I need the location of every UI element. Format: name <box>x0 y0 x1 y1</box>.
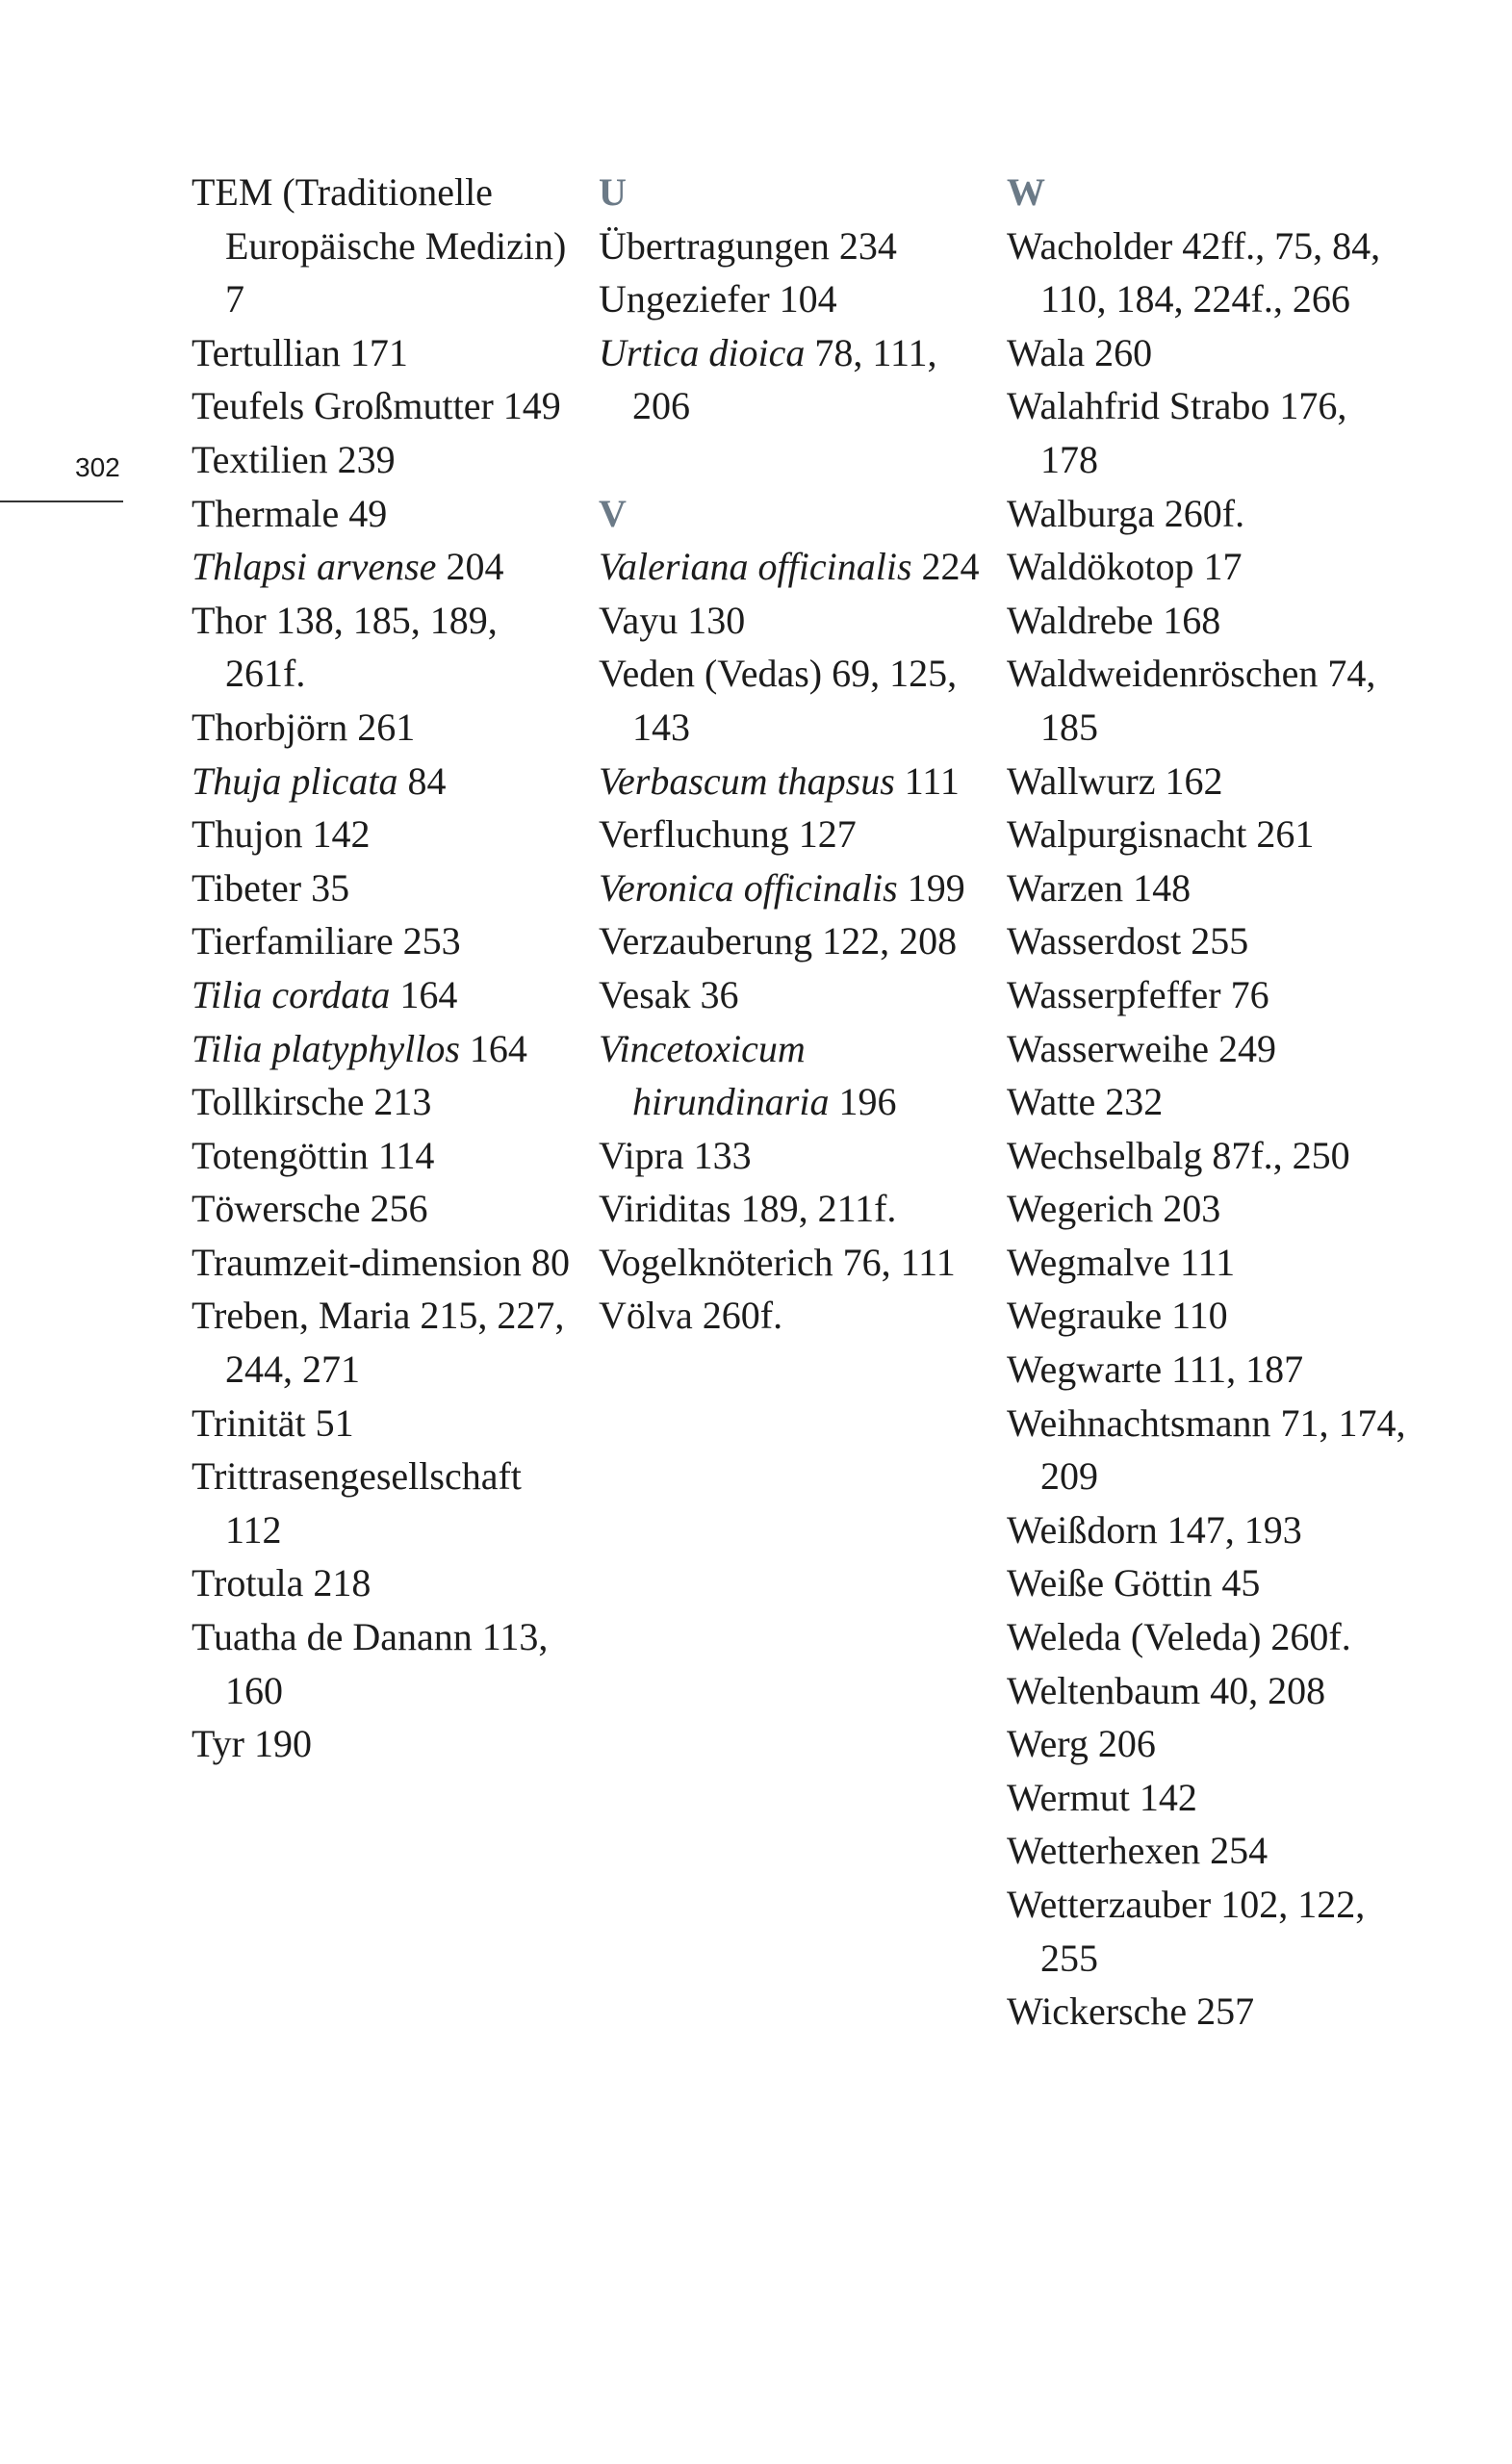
index-term: Thujon <box>192 812 303 857</box>
index-term: Tilia platyphyllos <box>192 1026 460 1070</box>
index-entry <box>1007 1343 1411 1397</box>
index-pages: 111 <box>1170 1240 1236 1284</box>
index-term: Weleda (Veleda) <box>1007 1615 1262 1659</box>
index-pages: 80 <box>521 1240 570 1284</box>
index-entry <box>1007 1022 1411 1076</box>
index-pages: 256 <box>360 1187 428 1231</box>
index-pages: 204 <box>436 545 504 589</box>
index-pages: 196 <box>829 1080 897 1124</box>
index-term: Wickersche <box>1007 1989 1188 2034</box>
index-term: Wegrauke <box>1007 1294 1163 1338</box>
index-entry <box>1007 1129 1411 1183</box>
index-entry <box>1007 647 1411 754</box>
index-pages: 17 <box>1193 545 1243 589</box>
index-term: Tertullian <box>192 330 341 374</box>
index-term: Watte <box>1007 1080 1096 1124</box>
index-entry <box>192 1717 586 1771</box>
index-term: Wegwarte <box>1007 1348 1163 1392</box>
index-entry <box>1007 1771 1411 1825</box>
index-term: Werg <box>1007 1722 1089 1766</box>
index-entry <box>1007 861 1411 915</box>
index-pages: 239 <box>327 437 396 481</box>
index-entry <box>1007 1878 1411 1985</box>
index-term: Wala <box>1007 330 1086 374</box>
index-entry <box>192 1556 586 1610</box>
index-pages: 45 <box>1212 1561 1261 1605</box>
index-entry <box>192 379 586 433</box>
index-entry <box>599 326 993 433</box>
index-term: Teufels Großmutter <box>192 384 494 428</box>
index-pages: 76 <box>1220 972 1269 1016</box>
index-pages: 35 <box>301 865 350 910</box>
index-pages: 206 <box>1088 1722 1156 1766</box>
index-pages: 260f. <box>1261 1615 1351 1659</box>
index-term: Vayu <box>599 598 679 642</box>
index-term: Valeriana officinalis <box>599 545 912 589</box>
index-pages: 112 <box>225 1507 282 1552</box>
index-pages: 69, 125, 143 <box>632 652 958 749</box>
index-term: Waldökotop <box>1007 545 1194 589</box>
index-entry <box>192 1129 586 1183</box>
index-entry <box>1007 755 1411 808</box>
index-entry <box>599 272 993 326</box>
index-entry <box>192 487 586 541</box>
index-pages: 147, 193 <box>1157 1507 1302 1552</box>
index-entry <box>599 1022 993 1129</box>
index-entry <box>192 861 586 915</box>
index-pages: 36 <box>690 972 739 1016</box>
index-term: Thermale <box>192 491 340 535</box>
index-term: Wasserdost <box>1007 919 1182 963</box>
index-term: Wegmalve <box>1007 1240 1171 1284</box>
index-column-3 <box>1007 166 1411 2039</box>
index-term: Verzauberung <box>599 919 813 963</box>
index-pages: 232 <box>1095 1080 1164 1124</box>
index-entry <box>192 701 586 755</box>
index-entry <box>599 540 993 594</box>
index-term: Tilia cordata <box>192 972 391 1016</box>
index-pages: 111 <box>894 758 960 803</box>
index-entry <box>192 808 586 861</box>
index-pages: 255 <box>1181 919 1249 963</box>
index-pages: 168 <box>1153 598 1221 642</box>
index-term: Totengöttin <box>192 1133 369 1177</box>
index-pages: 199 <box>897 865 965 910</box>
index-term: Verbascum thapsus <box>599 758 895 803</box>
index-pages: 218 <box>303 1561 372 1605</box>
index-entry <box>599 968 993 1022</box>
index-pages: 164 <box>459 1026 527 1070</box>
index-pages: 51 <box>305 1400 354 1445</box>
index-pages: 130 <box>678 598 746 642</box>
index-pages: 113, 160 <box>225 1615 549 1712</box>
index-entry <box>192 914 586 968</box>
index-term: Walahfrid Strabo <box>1007 384 1270 428</box>
index-term: Thorbjörn <box>192 705 348 749</box>
index-term: Völva <box>599 1294 693 1338</box>
index-entry <box>1007 1985 1411 2039</box>
index-pages: 189, 211f. <box>730 1187 897 1231</box>
index-pages: 260f. <box>692 1294 783 1338</box>
index-term: Treben, Maria <box>192 1294 411 1338</box>
index-pages: 149 <box>493 384 561 428</box>
index-pages: 138, 185, 189, 261f. <box>225 598 498 696</box>
index-entry <box>1007 326 1411 380</box>
index-pages: 142 <box>1129 1775 1197 1819</box>
index-term: Waldweidenröschen <box>1007 652 1319 696</box>
index-term: Weltenbaum <box>1007 1668 1201 1712</box>
index-entry <box>192 755 586 808</box>
index-term: Vipra <box>599 1133 684 1177</box>
index-term: Trinität <box>192 1400 306 1445</box>
index-pages: 78, 111, 206 <box>632 330 937 428</box>
index-pages: 261 <box>1246 812 1315 857</box>
index-entry <box>599 219 993 273</box>
index-pages: 87f., 250 <box>1202 1133 1350 1177</box>
index-term: Wermut <box>1007 1775 1130 1819</box>
section-letter: U <box>599 170 627 214</box>
index-term: Thuja plicata <box>192 758 398 803</box>
index-term: Weihnachtsmann <box>1007 1400 1271 1445</box>
index-entry <box>599 1182 993 1236</box>
index-term: Wetterhexen <box>1007 1829 1201 1873</box>
index-pages: 142 <box>302 812 371 857</box>
index-pages: 257 <box>1187 1989 1255 2034</box>
index-entry <box>1007 1503 1411 1557</box>
index-entry <box>192 540 586 594</box>
index-entry <box>1007 1556 1411 1610</box>
index-entry <box>599 914 993 968</box>
index-entry <box>192 326 586 380</box>
index-term: Tibeter <box>192 865 302 910</box>
index-pages: 148 <box>1123 865 1192 910</box>
index-pages: 190 <box>243 1722 312 1766</box>
index-pages: 104 <box>769 277 837 321</box>
index-pages: 171 <box>340 330 408 374</box>
index-pages: 71, 174, 209 <box>1040 1400 1406 1499</box>
index-term: Textilien <box>192 437 328 481</box>
index-pages: 74, 185 <box>1040 652 1376 749</box>
index-term: Ungeziefer <box>599 277 770 321</box>
index-entry <box>192 1022 586 1076</box>
index-entry <box>1007 1075 1411 1129</box>
index-entry <box>1007 219 1411 326</box>
index-pages: 114 <box>368 1133 435 1177</box>
index-entry <box>192 1610 586 1717</box>
index-entry <box>192 594 586 701</box>
index-term: Veden (Vedas) <box>599 652 823 696</box>
index-term: Wetterzauber <box>1007 1883 1212 1926</box>
index-entry <box>192 433 586 487</box>
index-term: Thor <box>192 598 267 642</box>
index-entry <box>599 1129 993 1183</box>
index-entry <box>1007 1182 1411 1236</box>
index-entry <box>192 1289 586 1396</box>
index-pages: 164 <box>390 972 458 1016</box>
index-pages: 76, 111 <box>833 1240 956 1284</box>
index-pages: 110 <box>1162 1294 1228 1338</box>
index-pages: 42ff., 75, 84, 110, 184, 224f., 266 <box>1040 223 1381 321</box>
index-entry <box>1007 1824 1411 1878</box>
index-pages: 260f. <box>1154 491 1245 535</box>
index-term: Wasserweihe <box>1007 1026 1210 1070</box>
index-entry <box>192 1397 586 1450</box>
index-entry <box>1007 1717 1411 1771</box>
index-term: Veronica officinalis <box>599 865 898 910</box>
index-entry <box>599 1289 993 1343</box>
index-term: Trotula <box>192 1561 304 1605</box>
index-term: Thlapsi arvense <box>192 545 437 589</box>
index-term: Wasserpfeffer <box>1007 972 1221 1016</box>
index-term: Wechselbalg <box>1007 1133 1203 1177</box>
index-term: Wegerich <box>1007 1187 1154 1231</box>
index-entry <box>192 1450 586 1556</box>
index-term: Trittrasengesellschaft <box>192 1454 522 1499</box>
index-term: Wacholder <box>1007 223 1173 268</box>
index-entry <box>1007 487 1411 541</box>
index-entry <box>1007 1289 1411 1343</box>
index-term: Walburga <box>1007 491 1155 535</box>
index-entry <box>1007 1236 1411 1290</box>
index-term: Tuatha de Danann <box>192 1615 473 1659</box>
index-entry <box>599 594 993 648</box>
index-term: Warzen <box>1007 865 1124 910</box>
index-entry <box>192 1236 586 1290</box>
index-entry <box>1007 594 1411 648</box>
index-entry <box>1007 1664 1411 1718</box>
index-pages: 111, 187 <box>1162 1348 1304 1392</box>
index-pages: 203 <box>1153 1187 1221 1231</box>
index-entry <box>192 968 586 1022</box>
index-entry <box>192 1182 586 1236</box>
index-entry <box>599 755 993 808</box>
index-term: Wallwurz <box>1007 758 1156 803</box>
index-entry <box>1007 808 1411 861</box>
index-entry <box>1007 968 1411 1022</box>
index-term: Vincetoxicum hirundinaria <box>599 1026 830 1124</box>
index-entry <box>1007 1397 1411 1503</box>
index-pages: 234 <box>829 223 897 268</box>
index-pages: 7 <box>225 277 244 321</box>
index-entry <box>599 808 993 861</box>
index-pages: 84 <box>397 758 447 803</box>
index-term: Tyr <box>192 1722 244 1766</box>
index-entry <box>1007 914 1411 968</box>
index-pages: 213 <box>364 1080 432 1124</box>
index-term: Weiße Göttin <box>1007 1561 1213 1605</box>
index-entry <box>599 861 993 915</box>
section-spacer <box>599 433 993 487</box>
index-pages: 215, 227, 244, 271 <box>225 1294 565 1392</box>
index-term: Töwersche <box>192 1187 361 1231</box>
index-term: Vesak <box>599 972 691 1016</box>
index-term: Vogelknöterich <box>599 1240 833 1284</box>
page-number-rule <box>0 500 123 502</box>
index-pages: 162 <box>1155 758 1223 803</box>
index-pages: 102, 122, 255 <box>1040 1883 1366 1980</box>
index-term: Weißdorn <box>1007 1507 1158 1552</box>
index-column-2 <box>599 166 993 1343</box>
index-term: Traumzeit-dimension <box>192 1240 522 1284</box>
index-term: Verfluchung <box>599 812 789 857</box>
index-pages: 253 <box>393 919 461 963</box>
index-pages: 127 <box>788 812 857 857</box>
index-column-1 <box>192 166 586 1771</box>
index-pages: 249 <box>1209 1026 1277 1070</box>
index-term: Tollkirsche <box>192 1080 365 1124</box>
index-pages: 260 <box>1085 330 1153 374</box>
index-term: Tierfamiliare <box>192 919 394 963</box>
index-pages: 49 <box>339 491 388 535</box>
index-pages: 122, 208 <box>812 919 958 963</box>
index-entry <box>599 1236 993 1290</box>
page-number: 302 <box>75 452 120 482</box>
index-term: Viriditas <box>599 1187 731 1231</box>
index-entry <box>1007 1610 1411 1664</box>
index-entry <box>599 647 993 754</box>
index-pages: 40, 208 <box>1200 1668 1326 1712</box>
index-entry <box>1007 379 1411 486</box>
index-term: TEM (Traditionelle Europäische Medizin) <box>192 170 567 268</box>
section-letter: V <box>599 491 627 535</box>
index-pages: 133 <box>683 1133 752 1177</box>
index-entry <box>192 166 586 326</box>
index-pages: 176, 178 <box>1040 384 1347 481</box>
section-letter: W <box>1007 170 1045 214</box>
index-term: Urtica dioica <box>599 330 806 374</box>
index-term: Waldrebe <box>1007 598 1154 642</box>
index-pages: 254 <box>1200 1829 1269 1873</box>
index-pages: 261 <box>347 705 416 749</box>
index-pages: 224 <box>911 545 980 589</box>
index-term: Übertragungen <box>599 223 830 268</box>
index-entry <box>192 1075 586 1129</box>
index-entry <box>1007 540 1411 594</box>
index-term: Walpurgisnacht <box>1007 812 1247 857</box>
